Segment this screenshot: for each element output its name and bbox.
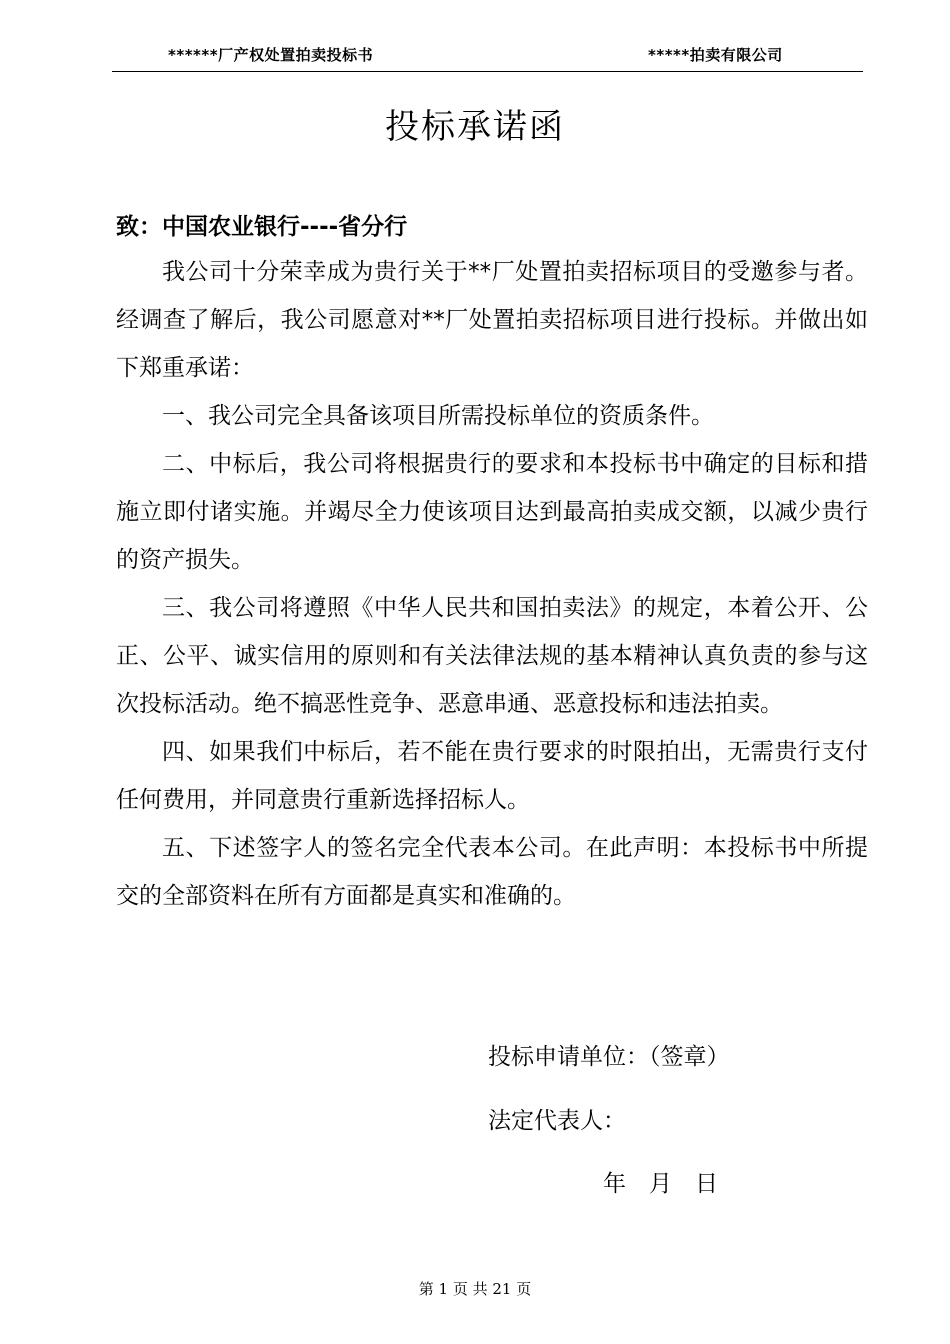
commitment-2: 二、中标后，我公司将根据贵行的要求和本投标书中确定的目标和措施立即付诸实施。并竭尽全力使该项目达到最高拍卖成交额，以减少贵行的资产损失。 <box>116 451 868 573</box>
addressee: 致：中国农业银行----省分行 <box>116 214 408 240</box>
page-number-footer: 第 1 页 共 21 页 <box>418 1280 532 1298</box>
header-divider <box>112 71 863 72</box>
commitment-3: 三、我公司将遵照《中华人民共和国拍卖法》的规定，本着公开、公正、公平、诚实信用的原则和有关法律法规的基本精神认真负责的参与这次投标活动。绝不搞恶性竞争、恶意串通、恶意投标和违法拍卖。 <box>116 595 868 717</box>
signature-date: 年 月 日 <box>603 1171 718 1197</box>
letter-body <box>116 206 868 920</box>
header-document-title: ******厂产权处置拍卖投标书 <box>168 46 374 64</box>
page-title: 投标承诺函 <box>385 107 565 147</box>
commitment-5: 五、下述签字人的签名完全代表本公司。在此声明：本投标书中所提交的全部资料在所有方面都是真实和准确的。 <box>116 835 868 909</box>
header-company-name: *****拍卖有限公司 <box>648 46 783 64</box>
commitment-4: 四、如果我们中标后，若不能在贵行要求的时限拍出，无需贵行支付任何费用，并同意贵行重新选择招标人。 <box>116 739 868 813</box>
commitment-1: 一、我公司完全具备该项目所需投标单位的资质条件。 <box>162 403 714 429</box>
signature-representative: 法定代表人： <box>488 1108 626 1134</box>
intro-paragraph: 我公司十分荣幸成为贵行关于**厂处置拍卖招标项目的受邀参与者。经调查了解后，我公司愿意对**厂处置拍卖招标项目进行投标。并做出如下郑重承诺： <box>116 259 868 381</box>
signature-unit: 投标申请单位：（签章） <box>488 1044 730 1070</box>
